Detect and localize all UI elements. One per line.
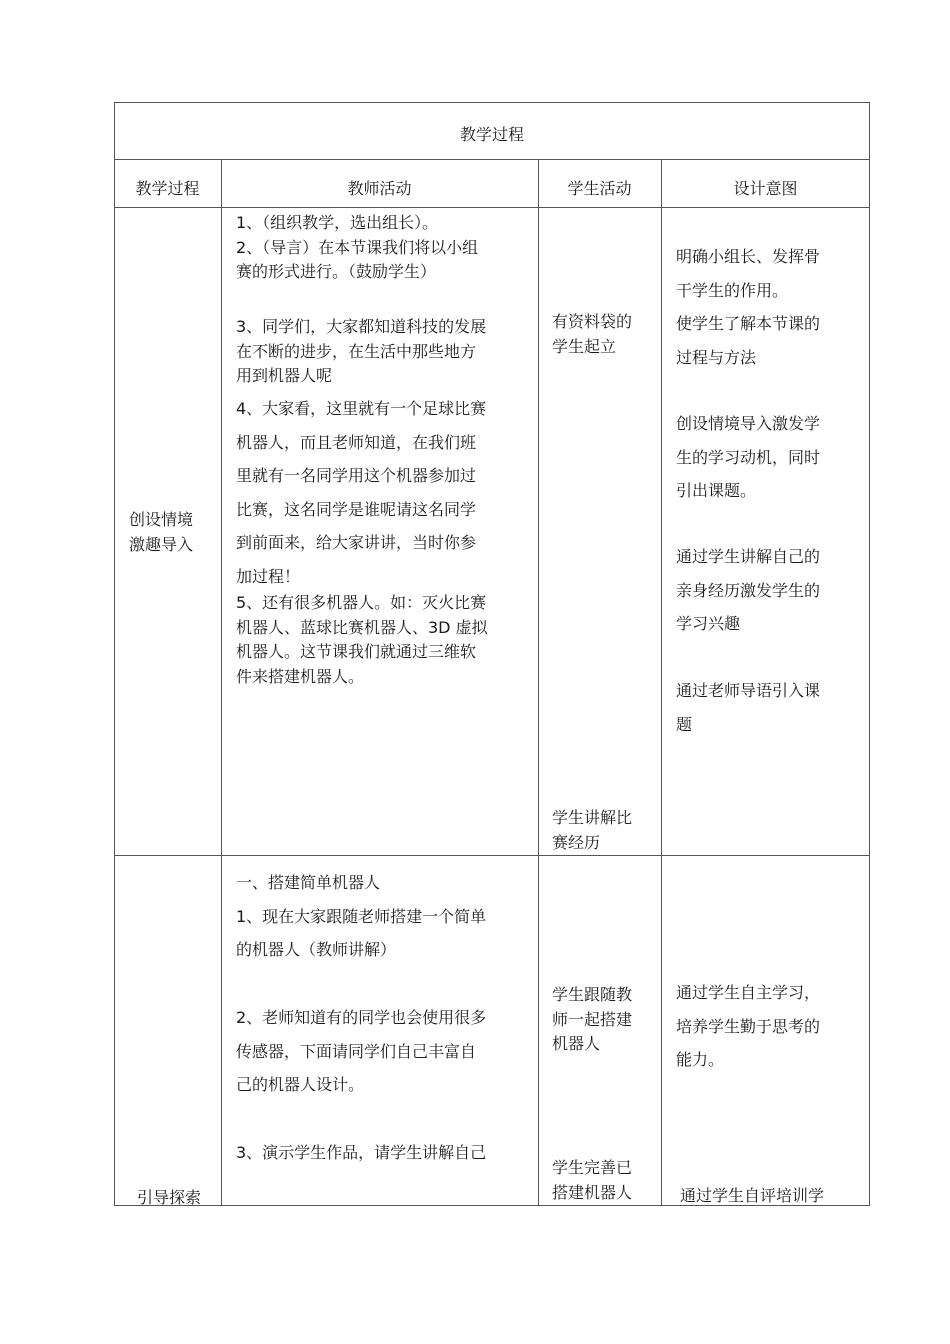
design-intent-block: 通过学生讲解自己的 亲身经历激发学生的 学习兴趣 — [676, 547, 821, 633]
header-student-activity: 学生活动 — [567, 179, 632, 198]
stage-label: 创设情境 激趣导入 — [129, 510, 194, 554]
header-teacher-activity: 教师活动 — [347, 179, 412, 198]
header-row-divider — [114, 207, 870, 208]
header-divider — [114, 159, 870, 160]
header-design-intent: 设计意图 — [733, 179, 798, 198]
column-divider-1 — [221, 159, 222, 1206]
design-intent-block: 创设情境导入激发学 生的学习动机，同时 引出课题。 — [676, 414, 821, 500]
teacher-activity-block: 一、搭建简单机器人 1、现在大家跟随老师搭建一个简单 的机器人（教师讲解） — [236, 873, 487, 959]
teacher-activity-block: 2、老师知道有的同学也会使用很多 传感器，下面请同学们自己丰富自 己的机器人设计。 — [236, 1008, 487, 1094]
table-border-right — [869, 102, 870, 1206]
table-border-top — [114, 102, 870, 103]
teacher-activity-block: 3、演示学生作品，请学生讲解自己 — [236, 1143, 487, 1162]
design-intent-block: 明确小组长、发挥骨 干学生的作用。 使学生了解本节课的 过程与方法 — [676, 247, 821, 367]
teacher-activity-block: 1、（组织教学，选出组长）。 2、（导言）在本节课我们将以小组 赛的形式进行。（鼓励学生） — [236, 213, 479, 281]
student-activity-block: 学生完善已 搭建机器人 — [552, 1158, 633, 1202]
table-border-left — [114, 102, 115, 1206]
table-title: 教学过程 — [459, 125, 524, 144]
student-activity-block: 学生跟随教 师一起搭建 机器人 — [552, 985, 633, 1053]
teacher-activity-block: 3、同学们，大家都知道科技的发展 在不断的进步，在生活中那些地方 用到机器人呢 — [236, 317, 487, 385]
design-intent-block: 通过学生自主学习， 培养学生勤于思考的 能力。 — [676, 983, 821, 1069]
stage-label: 引导探索 — [137, 1188, 202, 1207]
header-stage: 教学过程 — [135, 179, 200, 198]
column-divider-2 — [538, 159, 539, 1206]
design-intent-block: 通过老师导语引入课 题 — [676, 681, 821, 734]
design-intent-block: 通过学生自评培训学 — [680, 1186, 825, 1205]
student-activity-block: 学生讲解比 赛经历 — [552, 808, 633, 852]
row-divider — [114, 855, 870, 856]
column-divider-3 — [661, 159, 662, 1206]
teacher-activity-block: 4、大家看，这里就有一个足球比赛 机器人，而且老师知道，在我们班 里就有一名同学用这个机器参加过 比赛，这名同学是谁呢请这名同学 到前面来，给大家讲讲，当时你参 加过程！ — [236, 399, 487, 586]
lesson-table — [114, 102, 870, 1206]
teacher-activity-block: 5、还有很多机器人。如：灭火比赛 机器人、蓝球比赛机器人、3D 虚拟 机器人。这节课我们就通过三维软 件来搭建机器人。 — [236, 593, 488, 686]
student-activity-block: 有资料袋的 学生起立 — [552, 312, 633, 356]
